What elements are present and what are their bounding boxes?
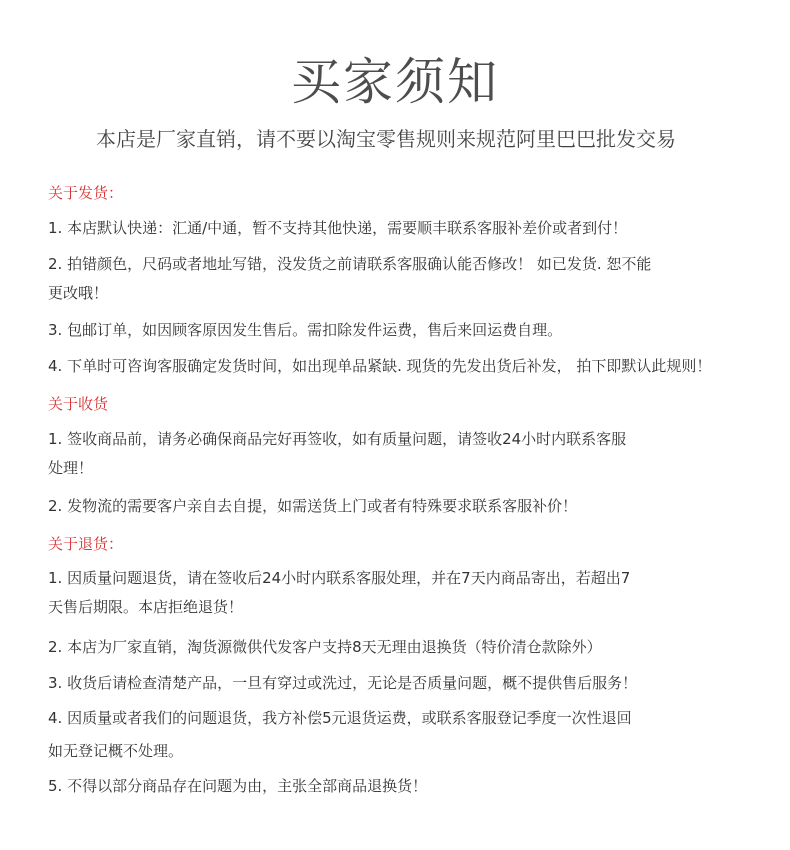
receiving-item: 1. 签收商品前，请务必确保商品完好再签收，如有质量问题，请签收24小时内联系客服 [48,430,627,448]
returns-item: 4. 因质量或者我们的问题退货，我方补偿5元退货运费，或联系客服登记季度一次性退回 [48,709,632,727]
receiving-item: 2. 发物流的需要客户亲自去自提，如需送货上门或者有特殊要求联系客服补价！ [48,497,578,515]
returns-item: 2. 本店为厂家直销，淘货源微供代发客户支持8天无理由退换货（特价清仓款除外） [48,638,602,656]
returns-item: 天售后期限。本店拒绝退货！ [48,598,244,616]
shipping-item: 更改哦！ [48,284,109,302]
receiving-heading: 关于收货 [48,395,109,413]
receiving-item: 处理！ [48,459,94,477]
page-title: 买家须知 [291,53,499,111]
returns-item: 如无登记概不处理。 [48,742,184,760]
returns-item: 3. 收货后请检查清楚产品，一旦有穿过或洗过，无论是否质量问题，概不提供售后服务！ [48,674,638,692]
shipping-item: 4. 下单时可咨询客服确定发货时间，如出现单品紧缺. 现货的先发出货后补发， 拍下即默认此规则！ [48,357,712,375]
returns-item: 1. 因质量问题退货，请在签收后24小时内联系客服处理，并在7天内商品寄出，若超出7 [48,569,631,587]
shipping-heading: 关于发货： [48,184,124,202]
returns-heading: 关于退货： [48,535,124,553]
shipping-item: 3. 包邮订单，如因顾客原因发生售后。需扣除发件运费，售后来回运费自理。 [48,321,563,339]
returns-item: 5. 不得以部分商品存在问题为由，主张全部商品退换货！ [48,777,428,795]
shipping-item: 1. 本店默认快递：汇通/中通，暂不支持其他快递，需要顺丰联系客服补差价或者到付！ [48,219,628,237]
shipping-item: 2. 拍错颜色，尺码或者地址写错，没发货之前请联系客服确认能否修改！ 如已发货. 恕不能 [48,255,652,273]
page-subtitle: 本店是厂家直销，请不要以淘宝零售规则来规范阿里巴巴批发交易 [96,127,676,151]
